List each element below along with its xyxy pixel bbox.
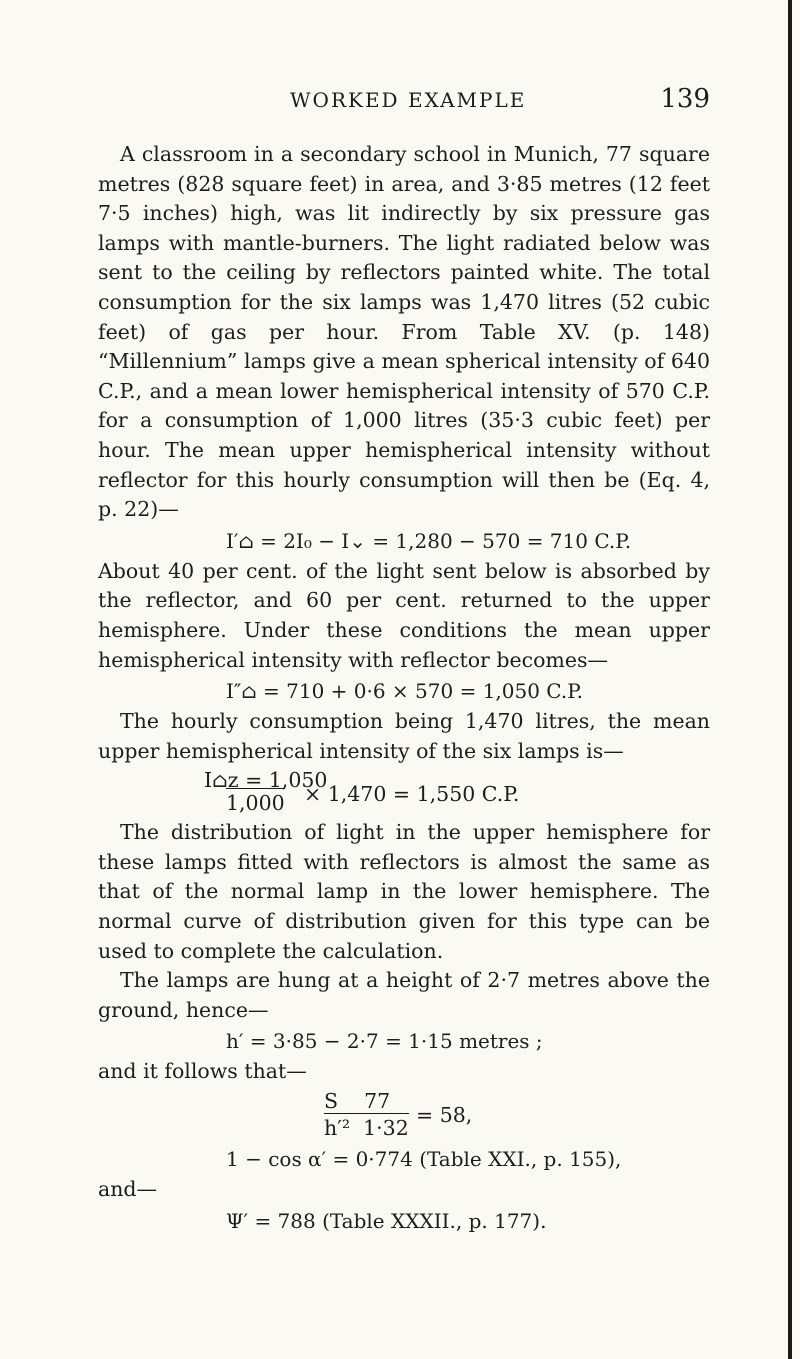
paragraph-hourly-consumption: The hourly consumption being 1,470 litres, the mean upper hemispherical intensity of the six lamps is—: [98, 709, 710, 763]
paragraph-follows: and it follows that—: [98, 1059, 307, 1084]
page-number: 139: [660, 84, 710, 114]
paragraph-reflector: About 40 per cent. of the light sent below is absorbed by the reflector, and 60 per cent. returned to the upper hemisphere. Under these conditions the mean upper hemispherical intensity with reflector becomes—: [98, 558, 710, 672]
equation-six-lamps-result: × 1,470 = 1,550 C.P.: [304, 782, 520, 807]
equation-reflector-intensity: I″⌂ = 710 + 0·6 × 570 = 1,050 C.P.: [226, 679, 584, 704]
equation-area-ratio-result: = 58,: [416, 1103, 473, 1128]
equation-area-ratio-numerator: S 77: [324, 1089, 391, 1114]
paragraph-lamp-height: The lamps are hung at a height of 2·7 metres above the ground, hence—: [98, 968, 710, 1022]
equation-six-lamps-numerator: I⌂z = 1,050: [204, 768, 328, 793]
paragraph-distribution: The distribution of light in the upper hemisphere for these lamps fitted with reflectors is almost the same as that of the normal lamp in the lower hemisphere. The normal curve of distribution given for this type can be used to complete the calculation.: [98, 820, 710, 963]
equation-upper-intensity: I′⌂ = 2I₀ − I⌄ = 1,280 − 570 = 710 C.P.: [226, 528, 632, 553]
page-edge-shadow: [788, 0, 792, 1359]
equation-six-lamps-denominator: 1,000: [226, 788, 285, 819]
running-title: WORKED EXAMPLE: [290, 88, 527, 112]
page-body: [98, 140, 710, 1237]
equation-area-ratio-denominator: h′² 1·32: [324, 1113, 409, 1144]
paragraph-and: and—: [98, 1177, 158, 1202]
equation-area-ratio: [98, 1087, 710, 1143]
equation-cosine: 1 − cos α′ = 0·774 (Table XXI., p. 155),: [226, 1147, 622, 1172]
equation-six-lamps: [98, 766, 710, 818]
page-header: [100, 84, 710, 120]
paragraph-classroom: A classroom in a secondary school in Munich, 77 square metres (828 square feet) in area, and 3·85 metres (12 feet 7·5 inches) high, was lit indirectly by six pressure gas lamps with mantle-burners. The light radiated below was sent to the ceiling by reflectors painted white. The total consumption for the six lamps was 1,470 litres (52 cubic feet) of gas per hour. From Table XV. (p. 148) “Millennium” lamps give a mean spherical intensity of 640 C.P., and a mean lower hemispherical intensity of 570 C.P. for a consumption of 1,000 litres (35·3 cubic feet) per hour. The mean upper hemispherical intensity without reflector for this hourly consumption will then be (Eq. 4, p. 22)—: [98, 142, 710, 522]
equation-height: h′ = 3·85 − 2·7 = 1·15 metres ;: [226, 1029, 543, 1054]
equation-psi: Ψ′ = 788 (Table XXXII., p. 177).: [226, 1208, 547, 1233]
